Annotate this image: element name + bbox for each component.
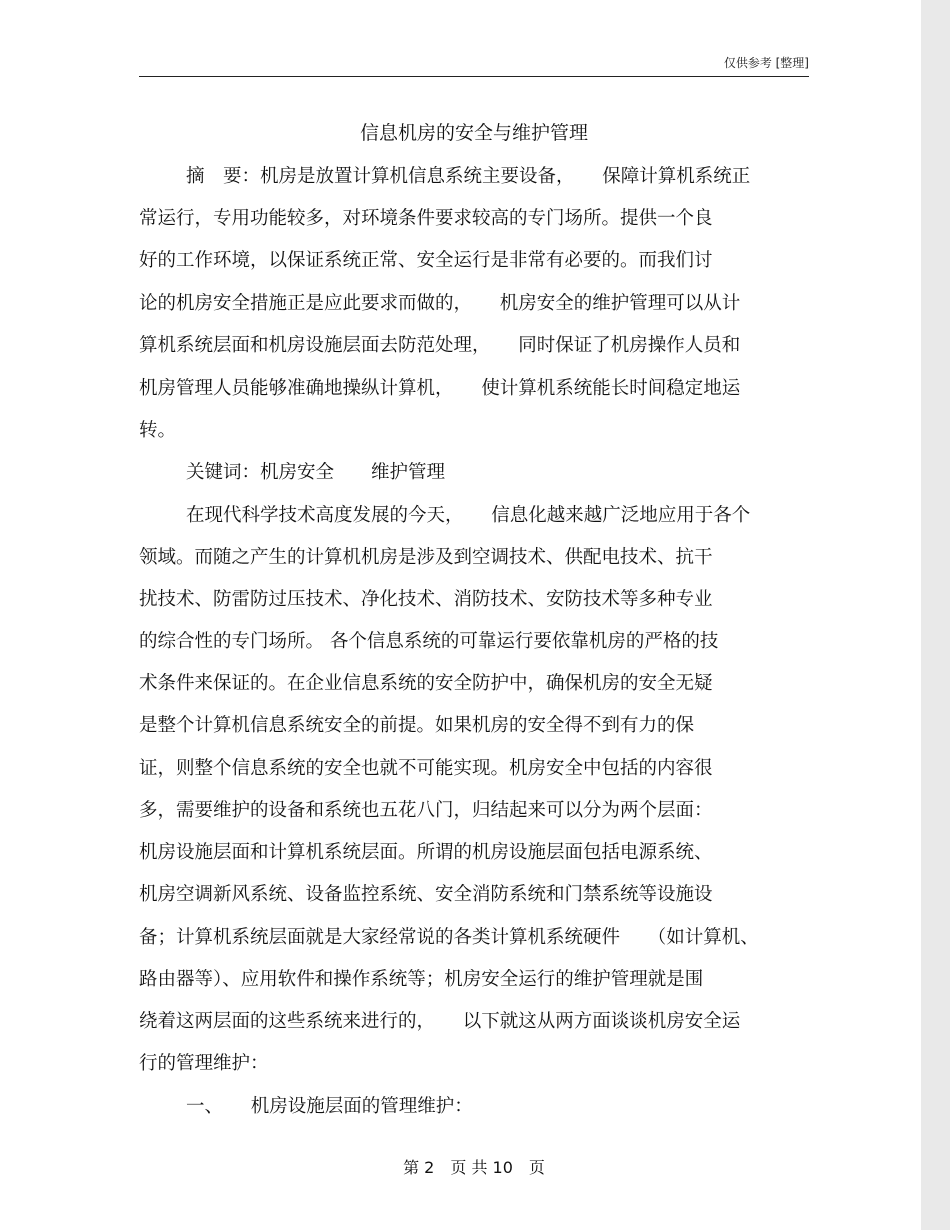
body-line: 路由器等）、应用软件和操作系统等；机房安全运行的维护管理就是围 — [139, 969, 704, 990]
document-title: 信息机房的安全与维护管理 — [359, 122, 588, 144]
section-heading: 一、 机房设施层面的管理维护： — [186, 1096, 473, 1117]
body-line: 领域。而随之产生的计算机机房是涉及到空调技术、供配电技术、抗干 — [139, 547, 713, 568]
body-line: 绕着这两层面的这些系统来进行的， 以下就这从两方面谈谈机房安全运 — [139, 1011, 741, 1032]
body-line: 备；计算机系统层面就是大家经常说的各类计算机系统硬件 （如计算机、 — [139, 927, 759, 948]
body-line: 行的管理维护： — [139, 1053, 269, 1074]
abstract-line: 摘 要：机房是放置计算机信息系统主要设备， 保障计算机系统正 — [186, 166, 751, 187]
body-line: 机房空调新风系统、设备监控系统、安全消防系统和门禁系统等设施设 — [139, 884, 713, 905]
body-line: 多，需要维护的设备和系统也五花八门，归结起来可以分为两个层面： — [139, 800, 713, 821]
keywords-line: 关键词：机房安全 维护管理 — [186, 462, 446, 483]
body-line: 术条件来保证的。在企业信息系统的安全防护中，确保机房的安全无疑 — [139, 673, 713, 694]
abstract-line: 机房管理人员能够准确地操纵计算机， 使计算机系统能长时间稳定地运 — [139, 378, 741, 399]
body-line: 扰技术、防雷防过压技术、净化技术、消防技术、安防技术等多种专业 — [139, 589, 713, 610]
abstract-line: 算机系统层面和机房设施层面去防范处理， 同时保证了机房操作人员和 — [139, 335, 741, 356]
body-line: 的综合性的专门场所。 各个信息系统的可靠运行要依靠机房的严格的技 — [139, 631, 719, 652]
body-line: 证，则整个信息系统的安全也就不可能实现。机房安全中包括的内容很 — [139, 758, 713, 779]
abstract-line: 常运行，专用功能较多，对环境条件要求较高的专门场所。提供一个良 — [139, 208, 713, 229]
body-line: 机房设施层面和计算机系统层面。所谓的机房设施层面包括电源系统、 — [139, 842, 713, 863]
header-rule — [139, 76, 809, 77]
page-header: 仅供参考 [整理] — [723, 56, 809, 70]
body-line: 在现代科学技术高度发展的今天， 信息化越来越广泛地应用于各个 — [186, 505, 751, 526]
body-line: 是整个计算机信息系统安全的前提。如果机房的安全得不到有力的保 — [139, 715, 695, 736]
abstract-line: 好的工作环境，以保证系统正常、安全运行是非常有必要的。而我们讨 — [139, 250, 713, 271]
page-footer: 第 2 页 共 10 页 — [403, 1158, 545, 1177]
abstract-line: 转。 — [139, 420, 177, 441]
abstract-line: 论的机房安全措施正是应此要求而做的， 机房安全的维护管理可以从计 — [139, 293, 741, 314]
